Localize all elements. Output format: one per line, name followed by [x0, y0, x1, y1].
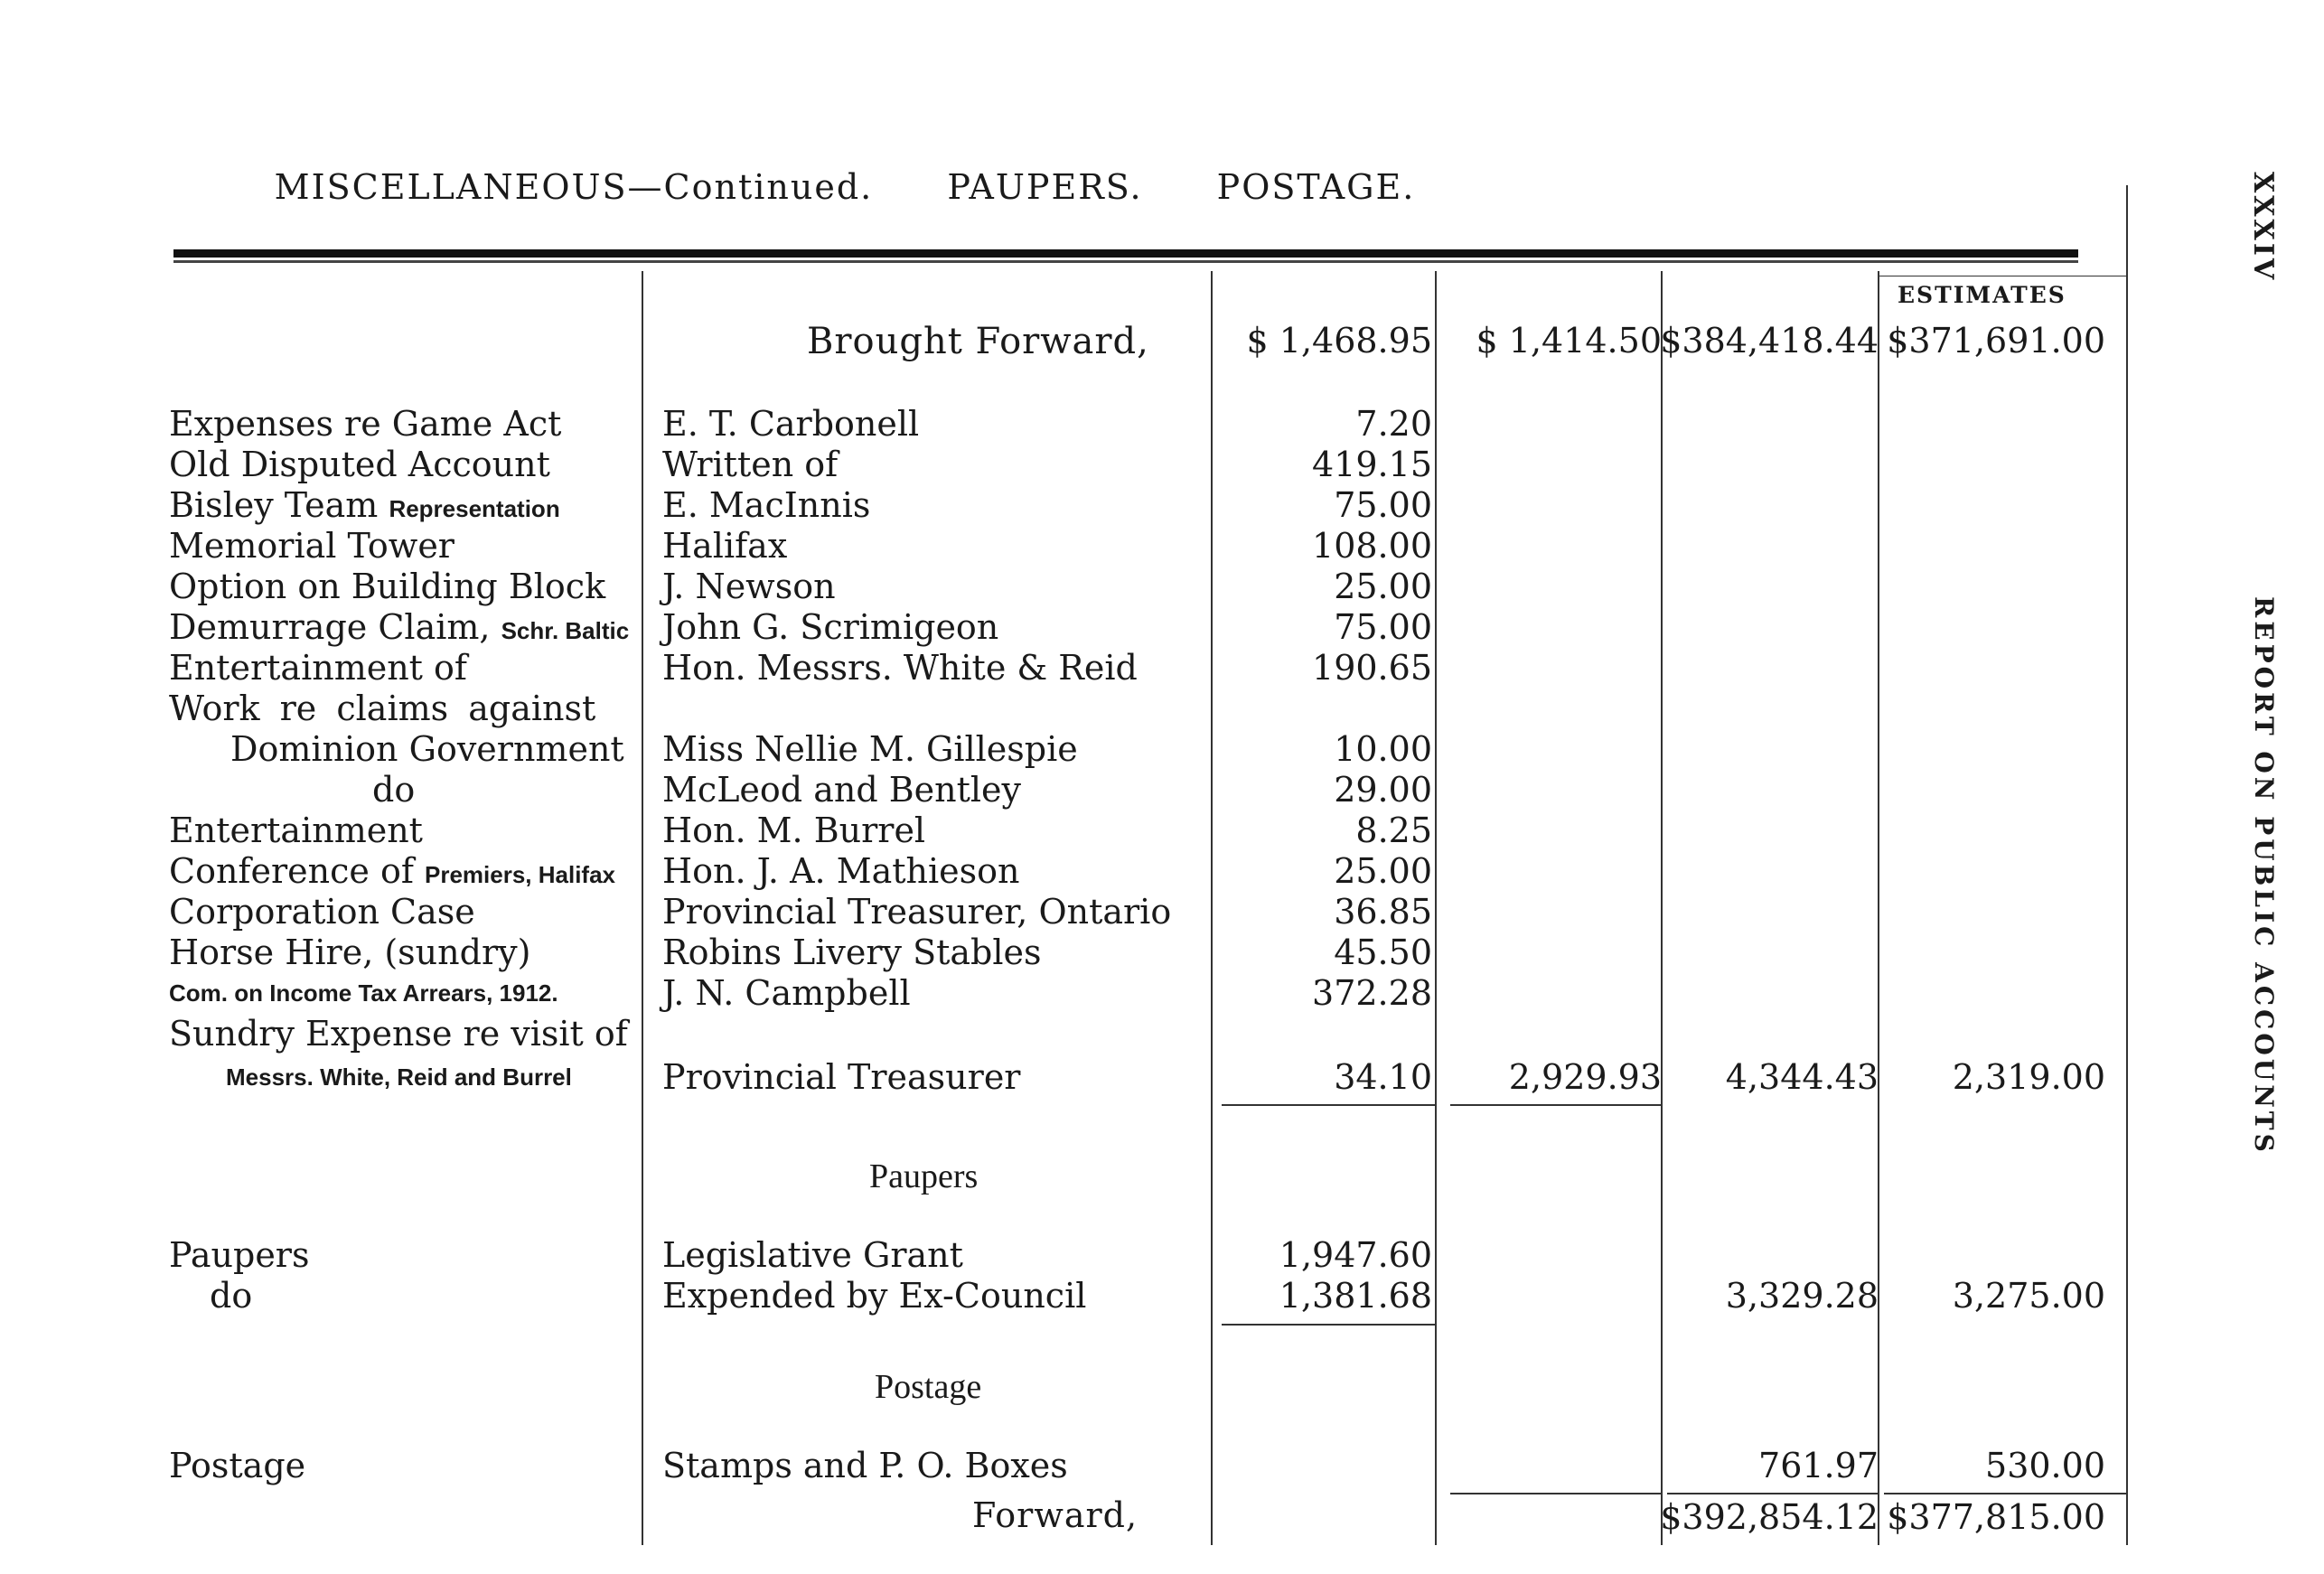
table-row [0, 810, 2324, 850]
row-amount: 34.10 [1334, 1057, 1432, 1097]
table-row [0, 851, 2324, 891]
row-amount: 372.28 [1312, 973, 1432, 1013]
row-payee: Hon. M. Burrel [662, 810, 926, 850]
row-amount: 45.50 [1334, 932, 1432, 972]
forward-rule-a3 [1667, 1493, 1878, 1494]
table-row [0, 1057, 2324, 1097]
row-payee: McLeod and Bentley [662, 770, 1021, 810]
row-amount-3: 3,329.28 [1725, 1276, 1879, 1316]
forward-label: Forward, [972, 1495, 1139, 1535]
row-item: Paupers [169, 1235, 310, 1275]
row-amount-3: 4,344.43 [1725, 1057, 1879, 1097]
row-payee: Stamps and P. O. Boxes [662, 1446, 1068, 1485]
bf-amount-4: $371,691.00 [1887, 321, 2105, 361]
row-amount-3: 761.97 [1758, 1446, 1879, 1485]
row-item: Memorial Tower [169, 526, 454, 566]
row-payee: E. T. Carbonell [662, 404, 920, 444]
header-rule-thick [173, 249, 2078, 258]
forward-amount-3: $392,854.12 [1660, 1497, 1879, 1537]
row-amount: 108.00 [1312, 526, 1432, 566]
row-item-main: Demurrage Claim, [169, 607, 491, 647]
forward-rule-a4 [1884, 1493, 2126, 1494]
row-payee: Expended by Ex-Council [662, 1276, 1087, 1316]
row-item: Old Disputed Account [169, 445, 550, 484]
row-item [169, 607, 629, 651]
row-payee: Written of [662, 445, 839, 484]
row-payee: Hon. Messrs. White & Reid [662, 648, 1138, 688]
row-amount-4: 3,275.00 [1952, 1276, 2105, 1316]
bf-amount-3: $384,418.44 [1660, 321, 1879, 361]
table-row [0, 526, 2324, 566]
table-row [0, 892, 2324, 932]
row-item: Entertainment [169, 810, 423, 850]
row-item: Expenses re Game Act [169, 404, 562, 444]
table-row [0, 729, 2324, 769]
row-amount-4: 2,319.00 [1952, 1057, 2105, 1097]
table-row [0, 770, 2324, 810]
table-row [0, 689, 2324, 728]
row-item-main: Bisley Team [169, 485, 379, 525]
heading-misc: MISCELLANEOUS—Continued. [274, 167, 874, 207]
forward-amount-4: $377,815.00 [1887, 1497, 2105, 1537]
table-row [0, 973, 2324, 1013]
section-title-postage: Postage [875, 1368, 982, 1406]
row-amount: 29.00 [1334, 770, 1432, 810]
row-item: do [210, 1276, 253, 1316]
table-row [0, 1276, 2324, 1316]
row-amount: 1,947.60 [1279, 1235, 1432, 1275]
row-item: Com. on Income Tax Arrears, 1912. [169, 979, 558, 1007]
heading-postage: POSTAGE. [1216, 167, 1416, 207]
row-amount: 36.85 [1334, 892, 1432, 932]
table-row [0, 485, 2324, 525]
row-item: Sundry Expense re visit of [169, 1014, 628, 1054]
brought-forward-label: Brought Forward, [807, 321, 1149, 362]
table-row [0, 1446, 2324, 1485]
row-payee: Provincial Treasurer, Ontario [662, 892, 1172, 932]
row-payee: Robins Livery Stables [662, 932, 1042, 972]
row-payee: E. MacInnis [662, 485, 871, 525]
row-item: Dominion Government [230, 729, 624, 769]
row-item-small: Schr. Baltic [501, 617, 630, 644]
heading-paupers: PAUPERS. [947, 167, 1143, 207]
row-payee: Miss Nellie M. Gillespie [662, 729, 1078, 769]
row-item: Entertainment of [169, 648, 467, 688]
row-amount: 75.00 [1334, 485, 1432, 525]
running-title: REPORT ON PUBLIC ACCOUNTS [2249, 596, 2279, 1156]
row-item: Postage [169, 1446, 306, 1485]
row-amount: 75.00 [1334, 607, 1432, 647]
page-heading [0, 167, 1690, 207]
table-row [0, 567, 2324, 606]
row-amount: 7.20 [1355, 404, 1432, 444]
row-payee: J. N. Campbell [662, 973, 911, 1013]
row-item [169, 851, 615, 895]
row-payee: John G. Scrimigeon [662, 607, 999, 647]
table-row [0, 648, 2324, 688]
forward-row [0, 1497, 2324, 1537]
row-amount: 25.00 [1334, 851, 1432, 891]
section-title-paupers: Paupers [869, 1157, 979, 1195]
subtotal-rule-a1 [1222, 1104, 1435, 1106]
row-payee: J. Newson [662, 567, 836, 606]
row-item: Corporation Case [169, 892, 475, 932]
row-item-small: Premiers, Halifax [425, 861, 616, 888]
bf-amount-2: $ 1,414.50 [1476, 321, 1662, 361]
header-rule-thin [173, 260, 2078, 263]
row-payee: Legislative Grant [662, 1235, 963, 1275]
row-item-main: Conference of [169, 851, 414, 891]
row-payee: Provincial Treasurer [662, 1057, 1021, 1097]
row-item-small: Representation [389, 495, 560, 522]
row-item [169, 485, 560, 529]
row-item: do [372, 770, 416, 810]
row-item: Option on Building Block [169, 567, 606, 606]
row-amount: 190.65 [1312, 648, 1432, 688]
row-amount: 419.15 [1312, 445, 1432, 484]
row-amount: 1,381.68 [1279, 1276, 1432, 1316]
table-row [0, 1235, 2324, 1275]
row-item: Horse Hire, (sundry) [169, 932, 531, 972]
row-payee: Hon. J. A. Mathieson [662, 851, 1020, 891]
bf-amount-1: $ 1,468.95 [1246, 321, 1432, 361]
paupers-rule-a1 [1222, 1324, 1435, 1326]
row-amount-4: 530.00 [1985, 1446, 2105, 1485]
row-payee: Halifax [662, 526, 788, 566]
row-item: Work re claims against [169, 689, 596, 728]
row-amount-2: 2,929.93 [1508, 1057, 1662, 1097]
row-amount: 10.00 [1334, 729, 1432, 769]
table-row [0, 932, 2324, 972]
row-amount: 8.25 [1355, 810, 1432, 850]
forward-rule-a2 [1450, 1493, 1661, 1494]
table-row [0, 445, 2324, 484]
table-row [0, 607, 2324, 647]
row-amount: 25.00 [1334, 567, 1432, 606]
row-item: Messrs. White, Reid and Burrel [226, 1063, 572, 1091]
brought-forward-row [0, 321, 2324, 361]
subtotal-rule-a2 [1450, 1104, 1661, 1106]
page-number: XXXIV [2247, 172, 2279, 283]
estimates-label: ESTIMATES [1898, 282, 2066, 308]
table-row [0, 1014, 2324, 1054]
table-row [0, 404, 2324, 444]
